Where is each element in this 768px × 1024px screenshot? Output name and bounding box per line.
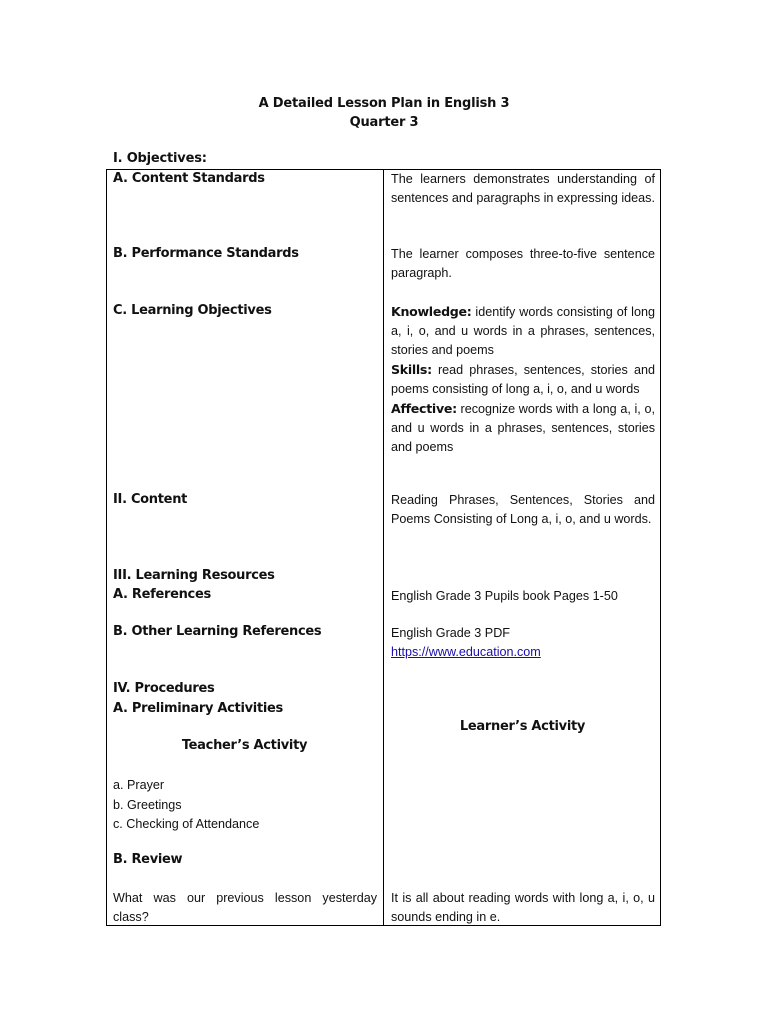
other-references-text: English Grade 3 PDF — [391, 626, 510, 640]
skills-label: Skills: — [391, 362, 432, 377]
title-line-2: Quarter 3 — [349, 115, 419, 130]
teacher-activity-heading: Teacher’s Activity — [181, 738, 308, 753]
activity-item: b. Greetings — [113, 797, 182, 812]
document-title — [0, 94, 768, 132]
performance-standards-label: B. Performance Standards — [113, 246, 299, 261]
content-text: Reading Phrases, Sentences, Stories and Poems Consisting of Long a, i, o, and u words. — [391, 493, 655, 526]
review-answer: It is all about reading words with long a, i, o, u sounds ending in e. — [391, 891, 655, 924]
affective-label: Affective: — [391, 401, 457, 416]
references-text: English Grade 3 Pupils book Pages 1-50 — [391, 589, 618, 603]
preliminary-activities-list — [113, 776, 259, 835]
review-question: What was our previous lesson yesterday class? — [113, 891, 377, 924]
knowledge-text: identify words consisting of long a, i, o, and u words in a phrases, sentences, stories and poems — [391, 305, 655, 357]
procedures-label: IV. Procedures — [113, 681, 215, 696]
title-line-1: A Detailed Lesson Plan in English 3 — [258, 96, 510, 111]
other-references-link-wrap — [391, 643, 541, 662]
other-references-label: B. Other Learning References — [113, 624, 322, 639]
learning-resources-label: III. Learning Resources — [113, 568, 275, 583]
references-label: A. References — [113, 587, 211, 602]
content-label: II. Content — [113, 492, 188, 507]
content-standards-label: A. Content Standards — [113, 171, 265, 186]
affective-text: recognize words with a long a, i, o, and u words in a phrases, sentences, stories and poems — [391, 402, 655, 454]
objectives-heading: I. Objectives: — [113, 151, 207, 166]
content-standards-text: The learners demonstrates understanding of sentences and paragraphs in expressing ideas. — [391, 172, 655, 205]
performance-standards-text: The learner composes three-to-five sentence paragraph. — [391, 247, 655, 280]
review-label: B. Review — [113, 852, 183, 867]
learner-activity-heading: Learner’s Activity — [459, 719, 586, 734]
activity-item: a. Prayer — [113, 778, 165, 792]
knowledge-label: Knowledge: — [391, 304, 472, 319]
education-link[interactable]: https://www.education.com — [391, 645, 541, 659]
skills-text: read phrases, sentences, stories and poems consisting of long a, i, o, and u words — [391, 363, 655, 396]
preliminary-activities-label: A. Preliminary Activities — [113, 701, 283, 716]
learning-objectives-label: C. Learning Objectives — [113, 303, 272, 318]
activity-item: c. Checking of Attendance — [113, 817, 260, 831]
learning-objectives-text — [391, 302, 655, 457]
table-column-divider — [383, 169, 384, 926]
